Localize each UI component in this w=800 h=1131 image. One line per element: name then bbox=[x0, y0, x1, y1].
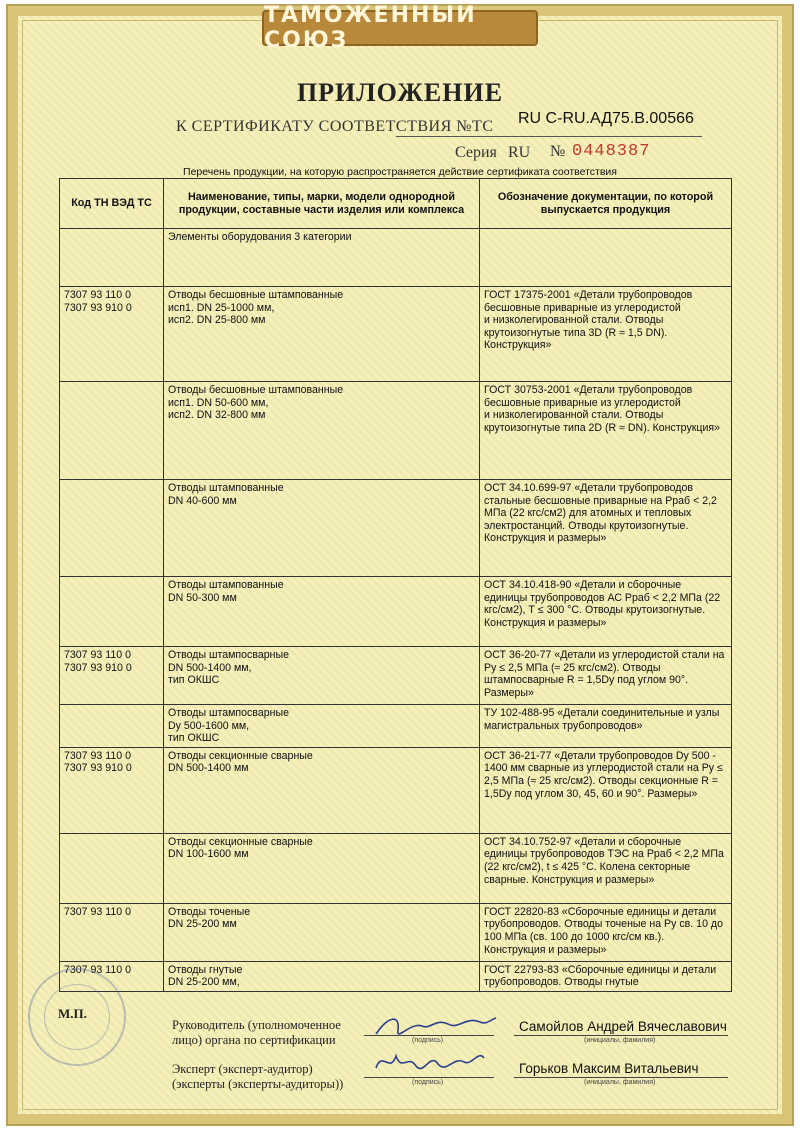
certificate-number: RU C-RU.АД75.В.00566 bbox=[518, 110, 694, 127]
head-name-line bbox=[514, 1035, 728, 1036]
row-name: Отводы штампованные DN 50-300 мм bbox=[164, 577, 480, 647]
row-doc: ГОСТ 17375-2001 «Детали трубопроводов бесшовные приварные из углеродистой и низколегированной стали. Отводы крутоизогнутые типа 3D (R ≈ 1,5 DN). Конструкция» bbox=[480, 287, 732, 382]
column-header-doc: Обозначение документации, по которой выпускается продукция bbox=[480, 179, 732, 229]
row-name: Отводы точеные DN 25-200 мм bbox=[164, 903, 480, 961]
row-name: Отводы секционные сварные DN 500-1400 мм bbox=[164, 747, 480, 833]
table-row bbox=[60, 747, 732, 833]
certificate-number-line bbox=[396, 136, 702, 137]
expert-signature bbox=[368, 1044, 488, 1080]
product-table bbox=[59, 178, 732, 992]
row-code: 7307 93 110 0 bbox=[60, 961, 164, 991]
expert-name: Горьков Максим Витальевич bbox=[519, 1061, 699, 1076]
expert-label: Эксперт (эксперт-аудитор) (эксперты (эксперты-аудиторы)) bbox=[172, 1062, 344, 1091]
column-header-code: Код ТН ВЭД ТС bbox=[60, 179, 164, 229]
table-row bbox=[60, 647, 732, 705]
table-row bbox=[60, 903, 732, 961]
section-code-cell bbox=[60, 229, 164, 287]
customs-union-banner: ТАМОЖЕННЫЙ СОЮЗ bbox=[262, 10, 538, 46]
table-row bbox=[60, 382, 732, 480]
row-code: 7307 93 110 0 7307 93 910 0 bbox=[60, 747, 164, 833]
expert-name-caption: (инициалы, фамилия) bbox=[584, 1079, 656, 1086]
section-doc-cell bbox=[480, 229, 732, 287]
table-row bbox=[60, 961, 732, 991]
row-name: Отводы штампосварные DN 500-1400 мм, тип ОКШС bbox=[164, 647, 480, 705]
row-doc: ГОСТ 22820-83 «Сборочные единицы и детали трубопроводов. Отводы точеные на Ру св. 10 до 100 МПа (св. 100 до 1000 кгс/см кв.). Конструкция и размеры» bbox=[480, 903, 732, 961]
series-number: 0448387 bbox=[572, 142, 651, 161]
row-doc: ОСТ 36-21-77 «Детали трубопроводов Dy 500 - 1400 мм сварные из углеродистой стали на Ру ≤ 2,5 МПа (≈ 25 кгс/см2). Отводы секционные R = 1,5Dy под углом 30, 45, 60 и 90°. Размеры» bbox=[480, 747, 732, 833]
certificate-subtitle: К СЕРТИФИКАТУ СООТВЕТСТВИЯ №ТС bbox=[176, 118, 494, 135]
table-row bbox=[60, 287, 732, 382]
row-name: Отводы штампованные DN 40-600 мм bbox=[164, 480, 480, 577]
table-row bbox=[60, 577, 732, 647]
table-caption: Перечень продукции, на которую распространяется действие сертификата соответствия bbox=[183, 166, 617, 178]
row-code: 7307 93 110 0 7307 93 910 0 bbox=[60, 647, 164, 705]
series-value: RU bbox=[508, 144, 531, 161]
row-doc: ОСТ 34.10.752-97 «Детали и сборочные единицы трубопроводов ТЭС на Рраб < 2,2 МПа (22 кгс/см2), t ≤ 425 °С. Колена секторные сварные. Конструкция и размеры» bbox=[480, 833, 732, 903]
expert-signature-line bbox=[364, 1077, 494, 1078]
row-code bbox=[60, 382, 164, 480]
expert-signature-caption: (подпись) bbox=[412, 1079, 444, 1086]
series-label: Серия bbox=[455, 144, 497, 161]
section-title: Элементы оборудования 3 категории bbox=[164, 229, 480, 287]
section-row bbox=[60, 229, 732, 287]
row-code: 7307 93 110 0 bbox=[60, 903, 164, 961]
head-name-caption: (инициалы, фамилия) bbox=[584, 1037, 656, 1044]
row-doc: ОСТ 34.10.699-97 «Детали трубопроводов стальные бесшовные приварные на Рраб < 2,2 МПа (22 кгс/см2) для атомных и тепловых электростанций. Отводы крутоизогнутые. Конструкция и размеры» bbox=[480, 480, 732, 577]
column-header-name: Наименование, типы, марки, модели однородной продукции, составные части изделия или комплекса bbox=[164, 179, 480, 229]
row-code bbox=[60, 480, 164, 577]
stamp-place-label: М.П. bbox=[58, 1006, 87, 1021]
row-doc: ОСТ 34.10.418-90 «Детали и сборочные единицы трубопроводов АС Рраб < 2,2 МПа (22 кгс/см2), Т ≤ 300 °С. Отводы крутоизогнутые. Конструкция и размеры» bbox=[480, 577, 732, 647]
page-title: ПРИЛОЖЕНИЕ bbox=[296, 78, 504, 107]
row-name: Отводы гнутые DN 25-200 мм, bbox=[164, 961, 480, 991]
row-code bbox=[60, 833, 164, 903]
head-signatory-name: Самойлов Андрей Вячеславович bbox=[519, 1019, 727, 1034]
head-signature-caption: (подпись) bbox=[412, 1037, 444, 1044]
head-signatory-label: Руководитель (уполномоченное лицо) органа по сертификации bbox=[172, 1018, 341, 1047]
row-code bbox=[60, 577, 164, 647]
row-code bbox=[60, 705, 164, 748]
row-name: Отводы секционные сварные DN 100-1600 мм bbox=[164, 833, 480, 903]
row-doc: ОСТ 36-20-77 «Детали из углеродистой стали на Ру ≤ 2,5 МПа (≈ 25 кгс/см2). Отводы штампосварные R = 1,5Dy под углом 90°. Размеры» bbox=[480, 647, 732, 705]
row-code: 7307 93 110 0 7307 93 910 0 bbox=[60, 287, 164, 382]
table-row bbox=[60, 705, 732, 748]
row-name: Отводы штампосварные Dy 500-1600 мм, тип ОКШС bbox=[164, 705, 480, 748]
table-header-row bbox=[60, 179, 732, 229]
head-signature-line bbox=[364, 1035, 494, 1036]
row-name: Отводы бесшовные штампованные исп1. DN 50-600 мм, исп2. DN 32-800 мм bbox=[164, 382, 480, 480]
row-doc: ГОСТ 22793-83 «Сборочные единицы и детали трубопроводов. Отводы гнутые bbox=[480, 961, 732, 991]
row-doc: ТУ 102-488-95 «Детали соединительные и узлы магистральных трубопроводов» bbox=[480, 705, 732, 748]
expert-name-line bbox=[514, 1077, 728, 1078]
row-name: Отводы бесшовные штампованные исп1. DN 25-1000 мм, исп2. DN 25-800 мм bbox=[164, 287, 480, 382]
row-doc: ГОСТ 30753-2001 «Детали трубопроводов бесшовные приварные из углеродистой и низколегированной стали. Отводы крутоизогнутые типа 2D (R ≈ DN). Конструкция» bbox=[480, 382, 732, 480]
series-number-label: № bbox=[550, 143, 566, 160]
table-row bbox=[60, 833, 732, 903]
table-row bbox=[60, 480, 732, 577]
